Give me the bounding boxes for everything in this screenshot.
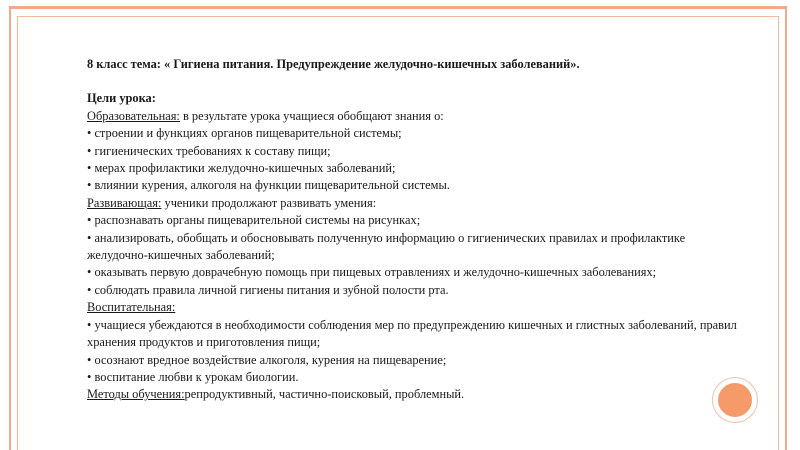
list-item: • мерах профилактики желудочно-кишечных заболеваний; xyxy=(87,160,737,177)
goals-heading: Цели урока: xyxy=(87,91,156,106)
slide-content xyxy=(87,56,737,404)
list-item: • гигиенических требованиях к составу пищи; xyxy=(87,143,737,160)
developmental-goal-text: ученики продолжают развивать умения: xyxy=(161,195,377,210)
list-item: • учащиеся убеждаются в необходимости соблюдения мер по предупреждению кишечных и глистных заболеваний, правил хранения продуктов и приготовления пищи; xyxy=(87,317,737,352)
decorative-circle xyxy=(713,378,757,422)
lesson-title: 8 класс тема: « Гигиена питания. Предупреждение желудочно-кишечных заболеваний». xyxy=(87,57,580,71)
developmental-goal-label: Развивающая: xyxy=(87,195,162,210)
list-item: • воспитание любви к урокам биологии. xyxy=(87,369,737,386)
methods-line xyxy=(87,386,737,403)
list-item: • влиянии курения, алкоголя на функции пищеварительной системы. xyxy=(87,177,737,194)
list-item: • соблюдать правила личной гигиены питания и зубной полости рта. xyxy=(87,282,737,299)
methods-text: репродуктивный, частично-поисковый, проблемный. xyxy=(184,387,465,402)
list-item: • оказывать первую доврачебную помощь при пищевых отравлениях и желудочно-кишечных заболеваниях; xyxy=(87,264,737,281)
developmental-goal-intro xyxy=(87,195,737,212)
educational-goal-label: Образовательная: xyxy=(87,108,180,123)
list-item: • строении и функциях органов пищеварительной системы; xyxy=(87,125,737,142)
educational-goal-intro xyxy=(87,108,737,125)
methods-label: Методы обучения: xyxy=(87,387,185,402)
list-item: • осознают вредное воздействие алкоголя, курения на пищеварение; xyxy=(87,352,737,369)
list-item: • распознавать органы пищеварительной системы на рисунках; xyxy=(87,212,737,229)
educational-goal-text: в результате урока учащиеся обобщают знания о: xyxy=(179,108,444,123)
upbringing-goal-label: Воспитательная: xyxy=(87,300,176,315)
list-item: • анализировать, обобщать и обосновывать полученную информацию о гигиенических правилах и профилактике желудочно-кишечных заболеваний; xyxy=(87,230,737,265)
